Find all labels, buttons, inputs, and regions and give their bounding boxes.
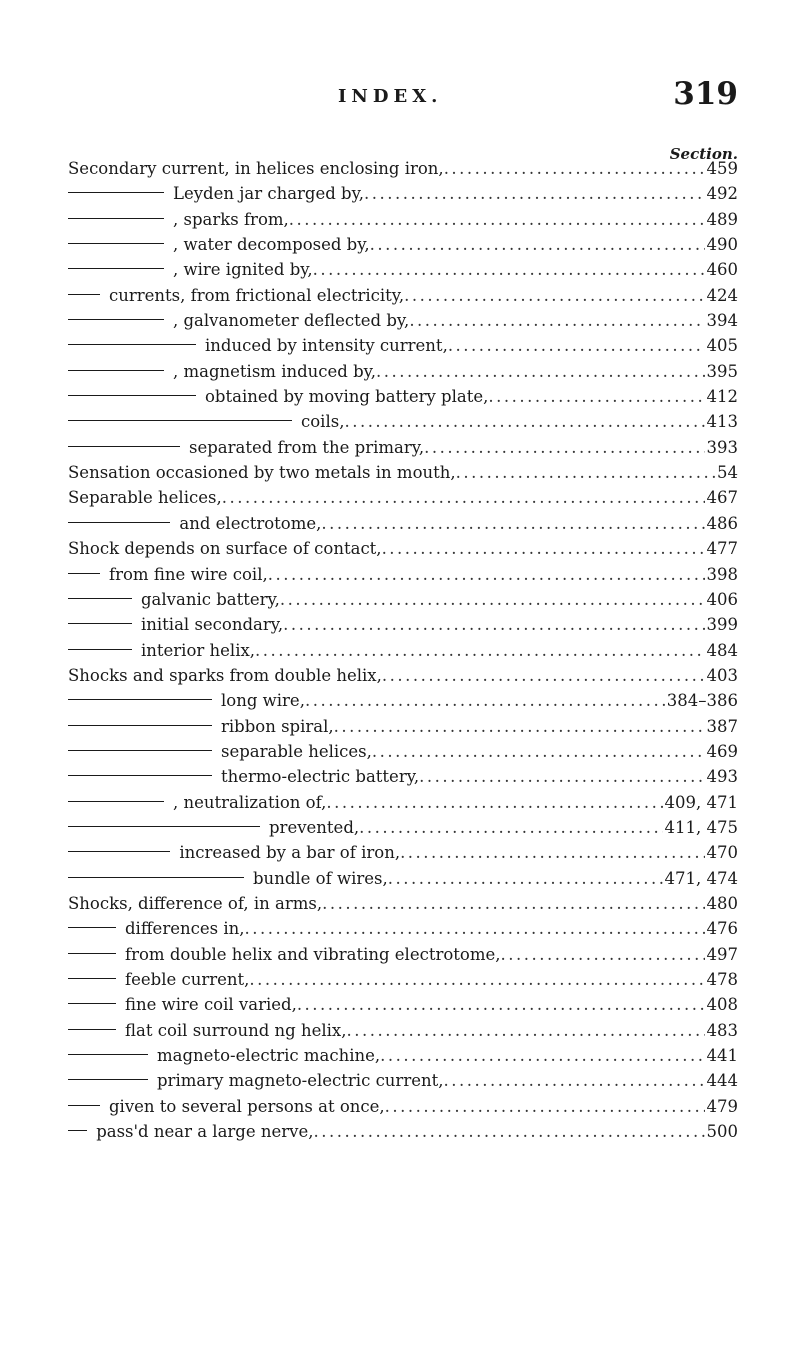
dot-leader (404, 283, 704, 308)
entry-text: interior helix, (141, 640, 256, 660)
section-number: 489 (706, 209, 738, 229)
ditto-rule (68, 699, 212, 700)
index-entry (68, 663, 738, 688)
index-entry (68, 942, 738, 967)
section-number: 484 (706, 640, 738, 660)
entry-text: Shocks and sparks from double helix, (68, 665, 382, 685)
entry-text: from double helix and vibrating electrotome, (125, 944, 501, 964)
index-entry (68, 764, 738, 789)
section-number: 444 (706, 1071, 738, 1091)
entry-text: given to several persons at once, (109, 1096, 385, 1116)
entry-text: , wire ignited by, (173, 260, 313, 280)
dot-leader (443, 1068, 704, 1093)
dot-leader (359, 815, 662, 840)
section-number: 480 (706, 893, 738, 913)
index-entry (68, 1018, 738, 1043)
index-entry (68, 714, 738, 739)
dot-leader (297, 992, 705, 1017)
section-number: 490 (706, 235, 738, 255)
section-number: 413 (706, 412, 738, 432)
dot-leader (321, 511, 704, 536)
index-entry (68, 612, 738, 637)
ditto-rule (68, 1079, 148, 1080)
index-entry (68, 156, 738, 181)
ditto-rule (68, 826, 260, 827)
section-number: 477 (706, 539, 738, 559)
section-number: 486 (706, 513, 738, 533)
ditto-rule (68, 370, 164, 371)
dot-leader (314, 1119, 705, 1144)
ditto-rule (68, 522, 170, 523)
entry-text: induced by intensity current, (205, 336, 448, 356)
entry-text: ribbon spiral, (221, 716, 334, 736)
ditto-rule (68, 420, 292, 421)
dot-leader (388, 866, 663, 891)
ditto-rule (68, 1003, 116, 1004)
ditto-rule (68, 750, 212, 751)
index-entry (68, 815, 738, 840)
dot-leader (326, 790, 662, 815)
dot-leader (344, 409, 704, 434)
index-entry (68, 257, 738, 282)
section-number: 483 (706, 1020, 738, 1040)
section-number: 399 (706, 615, 738, 635)
ditto-rule (68, 446, 180, 447)
dot-leader (222, 485, 705, 510)
index-entry (68, 1043, 738, 1068)
ditto-rule (68, 775, 212, 776)
entry-text: , neutralization of, (173, 792, 327, 812)
ditto-rule (68, 319, 164, 320)
dot-leader (385, 1094, 705, 1119)
entry-text: , galvanometer deflected by, (173, 311, 410, 331)
section-number: 478 (706, 970, 738, 989)
section-number: 469 (706, 741, 738, 761)
section-column-label: Section. (669, 145, 738, 163)
index-entry (68, 967, 738, 992)
ditto-rule (68, 218, 164, 219)
running-head-title: INDEX. (338, 86, 443, 107)
section-number: 406 (706, 589, 738, 609)
section-number: 476 (706, 919, 738, 939)
dot-leader (409, 308, 704, 333)
section-number: 394 (706, 311, 738, 331)
entry-text: differences in, (125, 919, 245, 939)
dot-leader (347, 1018, 705, 1043)
entry-text: Sensation occasioned by two metals in mouth, (68, 463, 456, 483)
section-number: 424 (706, 285, 738, 305)
dot-leader (456, 460, 715, 485)
dot-leader (444, 156, 705, 181)
entry-text: galvanic battery, (141, 589, 280, 609)
ditto-rule (68, 1130, 87, 1131)
dot-leader (283, 612, 704, 637)
entry-text: increased by a bar of iron, (179, 843, 401, 863)
dot-leader (372, 739, 705, 764)
dot-leader (370, 232, 705, 257)
dot-leader (382, 536, 705, 561)
section-number: 460 (706, 260, 738, 280)
ditto-rule (68, 344, 196, 345)
index-entry (68, 333, 738, 358)
entry-text: separated from the primary, (189, 437, 425, 457)
page-number: 319 (673, 76, 738, 112)
index-entry (68, 511, 738, 536)
dot-leader (268, 562, 705, 587)
section-number: 459 (706, 159, 738, 178)
dot-leader (305, 688, 665, 713)
index-entry (68, 308, 738, 333)
dot-leader (255, 638, 704, 663)
ditto-rule (68, 294, 100, 295)
ditto-rule (68, 725, 212, 726)
index-entry (68, 638, 738, 663)
section-number: 54 (717, 463, 738, 483)
index-entry (68, 790, 738, 815)
dot-leader (364, 181, 705, 206)
ditto-rule (68, 978, 116, 979)
index-entry (68, 460, 738, 485)
entry-text: Leyden jar charged by, (173, 184, 364, 204)
index-entry (68, 384, 738, 409)
ditto-rule (68, 1054, 148, 1055)
section-number: 408 (706, 995, 738, 1015)
dot-leader (334, 714, 705, 739)
dot-leader (400, 840, 704, 865)
dot-leader (448, 333, 705, 358)
section-number: 500 (706, 1122, 738, 1142)
section-number: 393 (706, 437, 738, 457)
index-entry (68, 739, 738, 764)
dot-leader (424, 435, 704, 460)
dot-leader (488, 384, 704, 409)
index-entry (68, 181, 738, 206)
section-number: 411, 475 (664, 817, 738, 837)
entry-text: primary magneto-electric current, (157, 1071, 444, 1091)
ditto-rule (68, 573, 100, 574)
dot-leader (380, 1043, 704, 1068)
dot-leader (322, 891, 704, 916)
index-entry (68, 1119, 738, 1144)
section-number: 395 (706, 361, 738, 381)
entry-text: , sparks from, (173, 209, 289, 229)
entry-text: Separable helices, (68, 488, 222, 508)
entry-text: Shock depends on surface of contact, (68, 539, 382, 559)
entry-text: initial secondary, (141, 615, 284, 635)
dot-leader (419, 764, 704, 789)
ditto-rule (68, 395, 196, 396)
entry-text: Secondary current, in helices enclosing iron, (68, 159, 444, 178)
index-entry (68, 916, 738, 941)
index-entry (68, 840, 738, 865)
dot-leader (289, 207, 705, 232)
entry-text: flat coil surround ng helix, (125, 1020, 347, 1040)
ditto-rule (68, 268, 164, 269)
ditto-rule (68, 851, 170, 852)
dot-leader (249, 967, 704, 992)
entry-text: Shocks, difference of, in arms, (68, 893, 323, 913)
entry-text: fine wire coil varied, (125, 995, 297, 1015)
dot-leader (244, 916, 704, 941)
ditto-rule (68, 927, 116, 928)
index-entry (68, 688, 738, 713)
entry-text: from fine wire coil, (109, 564, 268, 584)
entry-text: coils, (301, 412, 345, 432)
section-number: 493 (706, 767, 738, 787)
index-entry (68, 1068, 738, 1093)
entry-text: obtained by moving battery plate, (205, 387, 489, 407)
section-number: 441 (706, 1046, 738, 1066)
ditto-rule (68, 623, 132, 624)
ditto-rule (68, 192, 164, 193)
index-entry (68, 587, 738, 612)
ditto-rule (68, 649, 132, 650)
index-entry (68, 562, 738, 587)
entry-text: and electrotome, (179, 513, 322, 533)
entry-text: separable helices, (221, 741, 372, 761)
ditto-rule (68, 598, 132, 599)
index-entry (68, 232, 738, 257)
section-number: 471, 474 (664, 868, 738, 888)
section-number: 497 (706, 944, 738, 964)
index-entry (68, 283, 738, 308)
section-number: 470 (706, 843, 738, 863)
dot-leader (280, 587, 705, 612)
index-entry (68, 1094, 738, 1119)
section-number: 384–386 (666, 691, 738, 711)
index-entry (68, 866, 738, 891)
index-entries (68, 156, 738, 1144)
entry-text: , magnetism induced by, (173, 361, 377, 381)
section-number: 387 (706, 716, 738, 736)
section-number: 409, 471 (664, 792, 738, 812)
entry-text: prevented, (269, 817, 360, 837)
section-number: 398 (706, 564, 738, 584)
section-number: 492 (706, 184, 738, 204)
index-entry (68, 485, 738, 510)
section-number: 403 (706, 665, 738, 685)
dot-leader (382, 663, 705, 688)
entry-text: , water decomposed by, (173, 235, 370, 255)
ditto-rule (68, 1029, 116, 1030)
dot-leader (501, 942, 705, 967)
entry-text: magneto-electric machine, (157, 1046, 381, 1066)
ditto-rule (68, 877, 244, 878)
index-entry (68, 359, 738, 384)
entry-text: currents, from frictional electricity, (109, 285, 405, 305)
entry-text: pass'd near a large nerve, (96, 1122, 314, 1142)
entry-text: long wire, (221, 691, 305, 711)
index-entry (68, 207, 738, 232)
index-entry (68, 409, 738, 434)
entry-text: feeble current, (125, 970, 250, 989)
ditto-rule (68, 1105, 100, 1106)
dot-leader (376, 359, 704, 384)
section-number: 412 (706, 387, 738, 407)
entry-text: bundle of wires, (253, 868, 388, 888)
running-head (0, 76, 800, 122)
ditto-rule (68, 243, 164, 244)
entry-text: thermo-electric battery, (221, 767, 420, 787)
index-entry (68, 992, 738, 1017)
ditto-rule (68, 801, 164, 802)
section-number: 467 (706, 488, 738, 508)
ditto-rule (68, 953, 116, 954)
section-number: 405 (706, 336, 738, 356)
index-entry (68, 435, 738, 460)
section-number: 479 (706, 1096, 738, 1116)
index-entry (68, 891, 738, 916)
index-entry (68, 536, 738, 561)
dot-leader (313, 257, 705, 282)
